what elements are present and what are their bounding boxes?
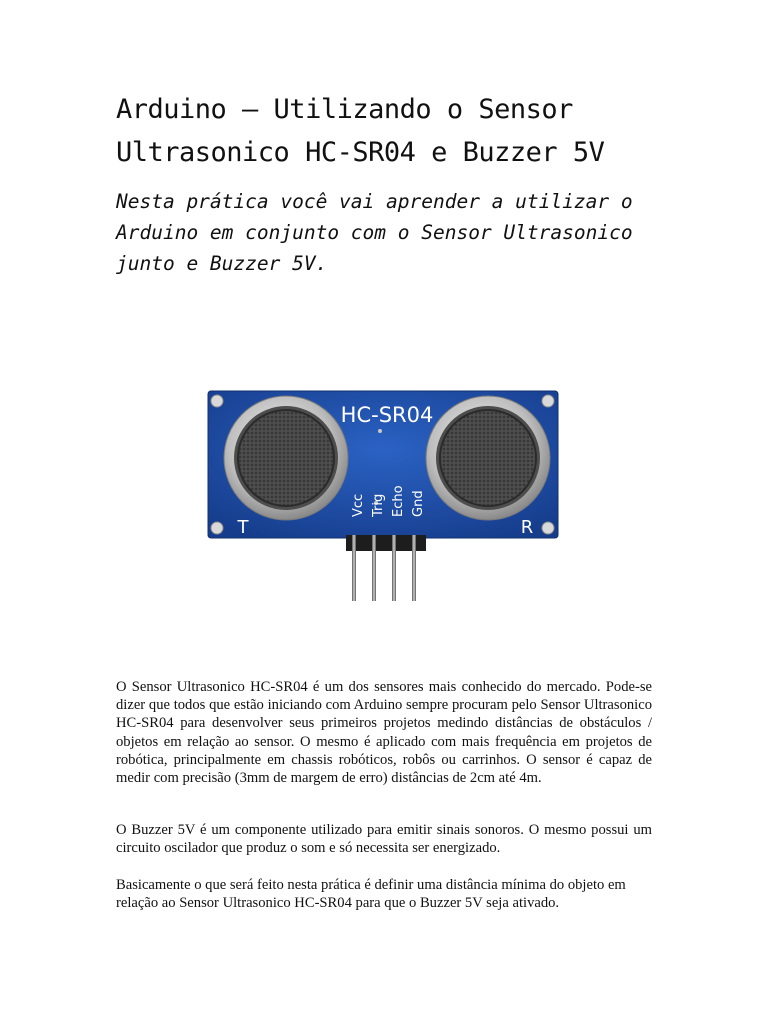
pin-label-trig: Trig [371, 493, 386, 517]
hc-sr04-sensor-image [200, 385, 570, 607]
paragraph-practice-goal: Basicamente o que será feito nesta prática é definir uma distância mínima do objeto em relação ao Sensor Ultrasonico HC-SR04 para que o Buzzer 5V seja ativado. [116, 877, 626, 912]
header-pin [352, 535, 356, 601]
paragraph-buzzer: O Buzzer 5V é um componente utilizado para emitir sinais sonoros. O mesmo possui um circuito oscilador que produz o som e só necessita ser energizado. [116, 822, 652, 857]
header-pin [392, 535, 396, 601]
pin-label-echo: Echo [391, 485, 406, 517]
model-label: HC-SR04 [340, 403, 434, 427]
receiver-transducer [426, 396, 550, 520]
mounting-hole [542, 522, 554, 534]
header-pin [412, 535, 416, 601]
page-subtitle: Nesta prática você vai aprender a utilizar o Arduino em conjunto com o Sensor Ultrasonico junto e Buzzer 5V. [116, 190, 633, 275]
paragraph-sensor-intro: O Sensor Ultrasonico HC-SR04 é um dos sensores mais conhecido do mercado. Pode-se dizer que todos que estão iniciando com Arduino sempre procuram pelo Sensor Ultrasonico HC-SR04 para desenvolver seus primeiros projetos medindo distâncias de obstáculos / objetos em relação ao sensor. O mesmo é aplicado com mais frequência em projetos de robótica, principalmente em chassis robóticos, robôs ou carrinhos. O sensor é capaz de medir com precisão (3mm de margem de erro) distâncias de 2cm até 4m. [116, 679, 652, 787]
page-title: Arduino – Utilizando o Sensor Ultrasonico HC-SR04 e Buzzer 5V [116, 94, 605, 168]
mounting-hole [211, 395, 223, 407]
receiver-label: R [520, 517, 534, 538]
transmitter-label: T [237, 517, 249, 538]
pin-label-gnd: Gnd [411, 490, 426, 517]
header-pin [372, 535, 376, 601]
pin-label-vcc: Vcc [351, 493, 366, 517]
sensor-figure [200, 385, 570, 607]
mounting-hole [211, 522, 223, 534]
transmitter-transducer [224, 396, 348, 520]
mounting-hole [542, 395, 554, 407]
